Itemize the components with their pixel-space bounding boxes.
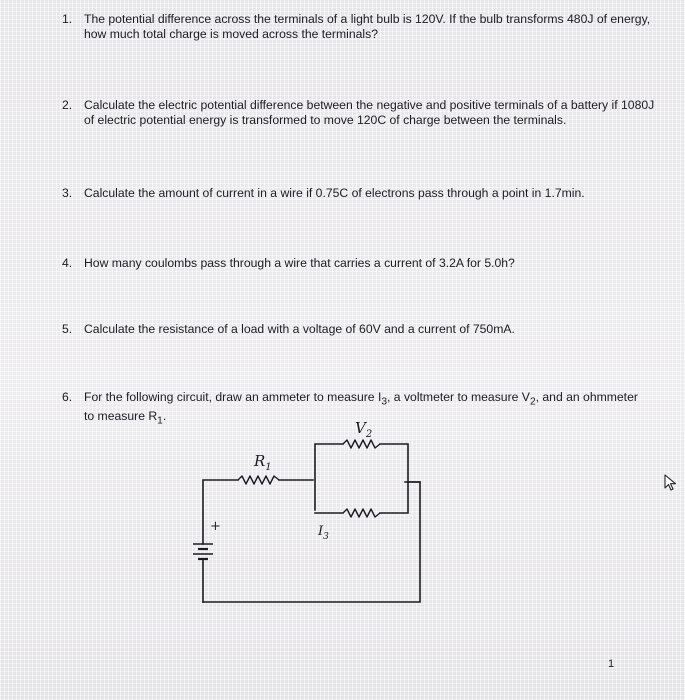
question-text: Calculate the electric potential difference between the negative and positive terminals of a battery if 1080J of electric potential energy is transformed to move 120C of charge between the terminals. bbox=[84, 98, 655, 127]
battery-positive-sign: + bbox=[210, 519, 221, 534]
question-number: 4. bbox=[62, 256, 73, 270]
question-text-part: For the following circuit, draw an ammeter to measure I bbox=[84, 390, 382, 404]
question-number: 5. bbox=[62, 322, 73, 336]
question-text-part: . bbox=[162, 409, 167, 424]
question-text: The potential difference across the terminals of a light bulb is 120V. If the bulb transforms 480J of energy, how much total charge is moved across the terminals? bbox=[84, 12, 651, 41]
question-text-part: , a voltmeter to measure V bbox=[387, 390, 530, 404]
question-number: 6. bbox=[62, 390, 73, 404]
question-number: 3. bbox=[62, 186, 73, 200]
wire-left-top bbox=[203, 480, 238, 544]
question-text: Calculate the amount of current in a wire if 0.75C of electrons pass through a point in 1.7min. bbox=[84, 186, 585, 200]
i3-label: $I_3$ bbox=[318, 524, 329, 542]
question-text: Calculate the resistance of a load with a voltage of 60V and a current of 750mA. bbox=[84, 322, 515, 336]
subscript: 1 bbox=[157, 415, 163, 427]
page-number: 1 bbox=[608, 658, 615, 670]
wire-parallel-top-right bbox=[380, 444, 408, 513]
resistor-r3 bbox=[343, 509, 380, 517]
question-number: 1. bbox=[62, 12, 73, 26]
wire-parallel-left bbox=[315, 444, 343, 510]
mouse-pointer-icon bbox=[664, 474, 678, 492]
resistor-r1 bbox=[238, 476, 279, 484]
r1-label: $R_1$ bbox=[254, 452, 272, 473]
v2-label: $V_2$ bbox=[355, 419, 373, 440]
wire-bottom-right bbox=[203, 482, 420, 602]
resistor-r2 bbox=[343, 440, 380, 448]
question-text-part: , and an ohmmeter to measure R bbox=[84, 390, 638, 424]
subscript: 3 bbox=[381, 396, 388, 408]
question-text: How many coulombs pass through a wire that carries a current of 3.2A for 5.0h? bbox=[84, 256, 515, 270]
question-number: 2. bbox=[62, 98, 73, 112]
subscript: 2 bbox=[529, 396, 536, 408]
battery-icon bbox=[193, 544, 213, 559]
